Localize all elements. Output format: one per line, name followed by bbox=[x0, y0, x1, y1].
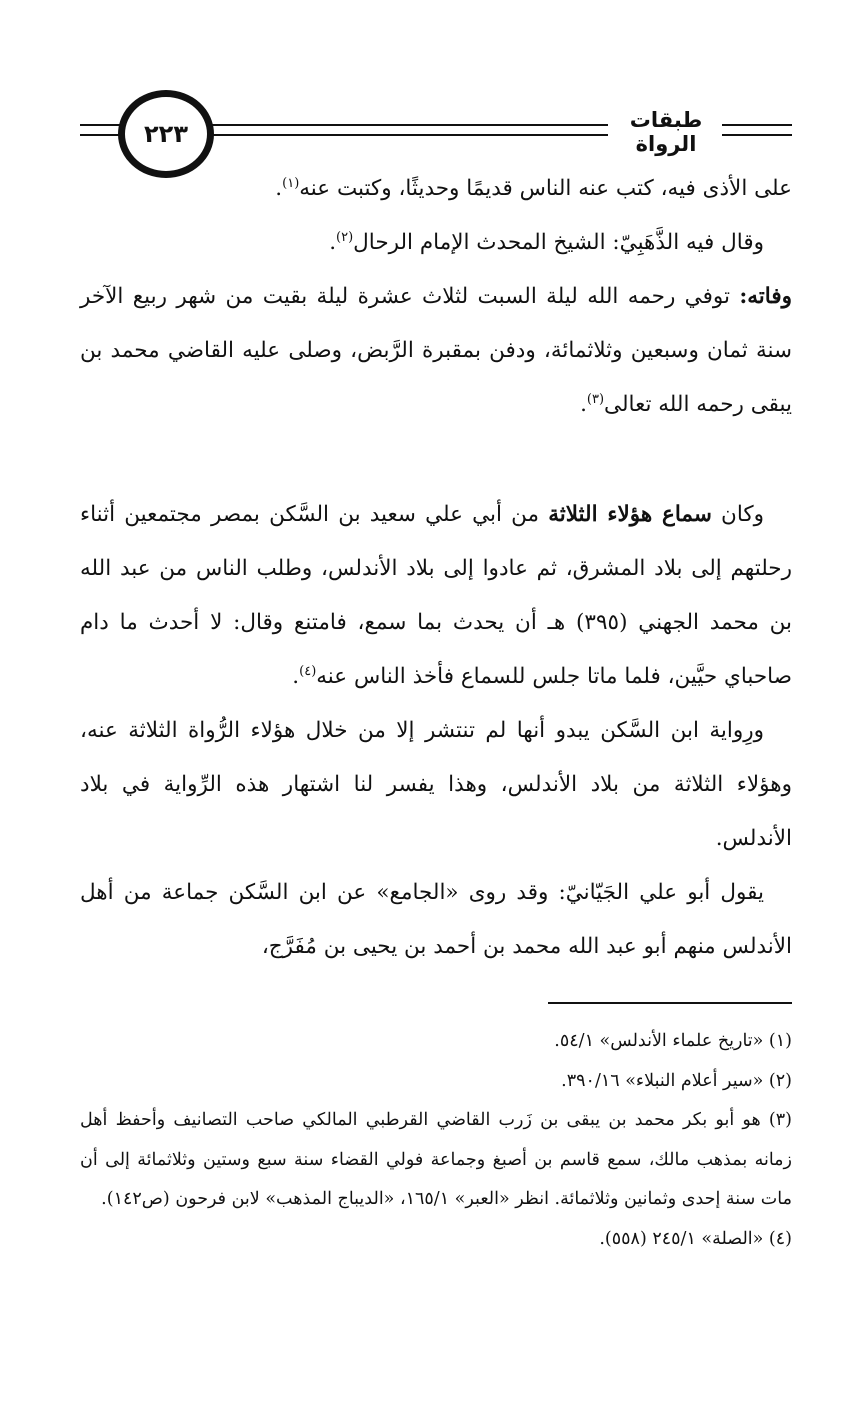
footnote: (٣) هو أبو بكر محمد بن يبقى بن زَرب القاضي القرطبي المالكي صاحب التصانيف وأحفظ أهل زمانه بمذهب مالك، سمع قاسم بن أصبغ وجماعة فولي القضاء سنة سبع وستين وثلاثمائة إلى أن مات سنة إحدى وثمانين وثلاثمائة. انظر «العبر» ١٦٥/١، «الديباج المذهب» لابن فرحون (ص١٤٢). bbox=[80, 1110, 792, 1209]
paragraph-text: وكان bbox=[711, 502, 765, 527]
paragraph-end: . bbox=[292, 664, 300, 689]
paragraph-text: من أبي علي سعيد بن السَّكن بمصر مجتمعين أثناء رحلتهم إلى بلاد المشرق، ثم عادوا إلى بلاد الأندلس، وطلب الناس من عبد الله بن محمد الجهني (٣٩٥) هـ أن يحدث بما سمع، فامتنع وقال: لا أحدث ما دام صاحباي حيَّين، فلما ماتا جلس للسماع فأخذ الناس عنه bbox=[80, 502, 792, 689]
footnote-marker: (٢) bbox=[336, 229, 354, 245]
footnote: (٤) «الصلة» ٢٤٥/١ (٥٥٨). bbox=[599, 1228, 792, 1249]
paragraph bbox=[80, 216, 792, 270]
header-rule bbox=[722, 124, 792, 136]
footnotes bbox=[80, 1022, 792, 1259]
footnote: (٢) «سير أعلام النبلاء» ٣٩٠/١٦. bbox=[561, 1070, 792, 1091]
paragraph-text: وقال فيه الذَّهَبِيّ: الشيخ المحدث الإمام الرحال bbox=[353, 230, 764, 255]
header-rule bbox=[196, 124, 608, 136]
paragraph-text: على الأذى فيه، كتب عنه الناس قديمًا وحديثًا، وكتبت عنه bbox=[299, 176, 792, 201]
section-label: وفاته: bbox=[739, 284, 792, 309]
bold-phrase: سماع هؤلاء الثلاثة bbox=[548, 502, 712, 527]
paragraph-end: . bbox=[329, 230, 337, 255]
paragraph: يقول أبو علي الجَيّانيّ: وقد روى «الجامع» عن ابن السَّكن جماعة من أهل الأندلس منهم أبو عبد الله محمد بن أحمد بن يحيى بن مُفَرَّج، bbox=[80, 880, 792, 959]
footnote-marker: (٤) bbox=[299, 663, 317, 679]
section-gap bbox=[80, 432, 792, 488]
paragraph bbox=[80, 270, 792, 432]
footnote-separator bbox=[548, 1002, 792, 1004]
paragraph-end: . bbox=[275, 176, 283, 201]
paragraph: ورِواية ابن السَّكن يبدو أنها لم تنتشر إلا من خلال هؤلاء الرُّواة الثلاثة عنه، وهؤلاء الثلاثة من بلاد الأندلس، وهذا يفسر لنا اشتهار هذه الرِّواية في بلاد الأندلس. bbox=[80, 718, 792, 851]
running-title: طبقات الرواة bbox=[629, 108, 703, 156]
footnote: (١) «تاريخ علماء الأندلس» ٥٤/١. bbox=[554, 1031, 792, 1051]
paragraph-end: . bbox=[580, 392, 587, 417]
page-number: ٢٢٣ bbox=[144, 120, 188, 148]
paragraph bbox=[80, 162, 792, 216]
main-text bbox=[80, 162, 792, 974]
paragraph-text: توفي رحمه الله ليلة السبت لثلاث عشرة ليلة بقيت من شهر ربيع الآخر سنة ثمان وسبعين وثلاثمائة، ودفن بمقبرة الرَّبض، وصلى عليه القاضي محمد بن يبقى رحمه الله تعالى bbox=[80, 284, 792, 417]
footnote-marker: (٣) bbox=[586, 391, 605, 407]
footnote-marker: (١) bbox=[282, 175, 300, 191]
paragraph bbox=[80, 488, 792, 704]
